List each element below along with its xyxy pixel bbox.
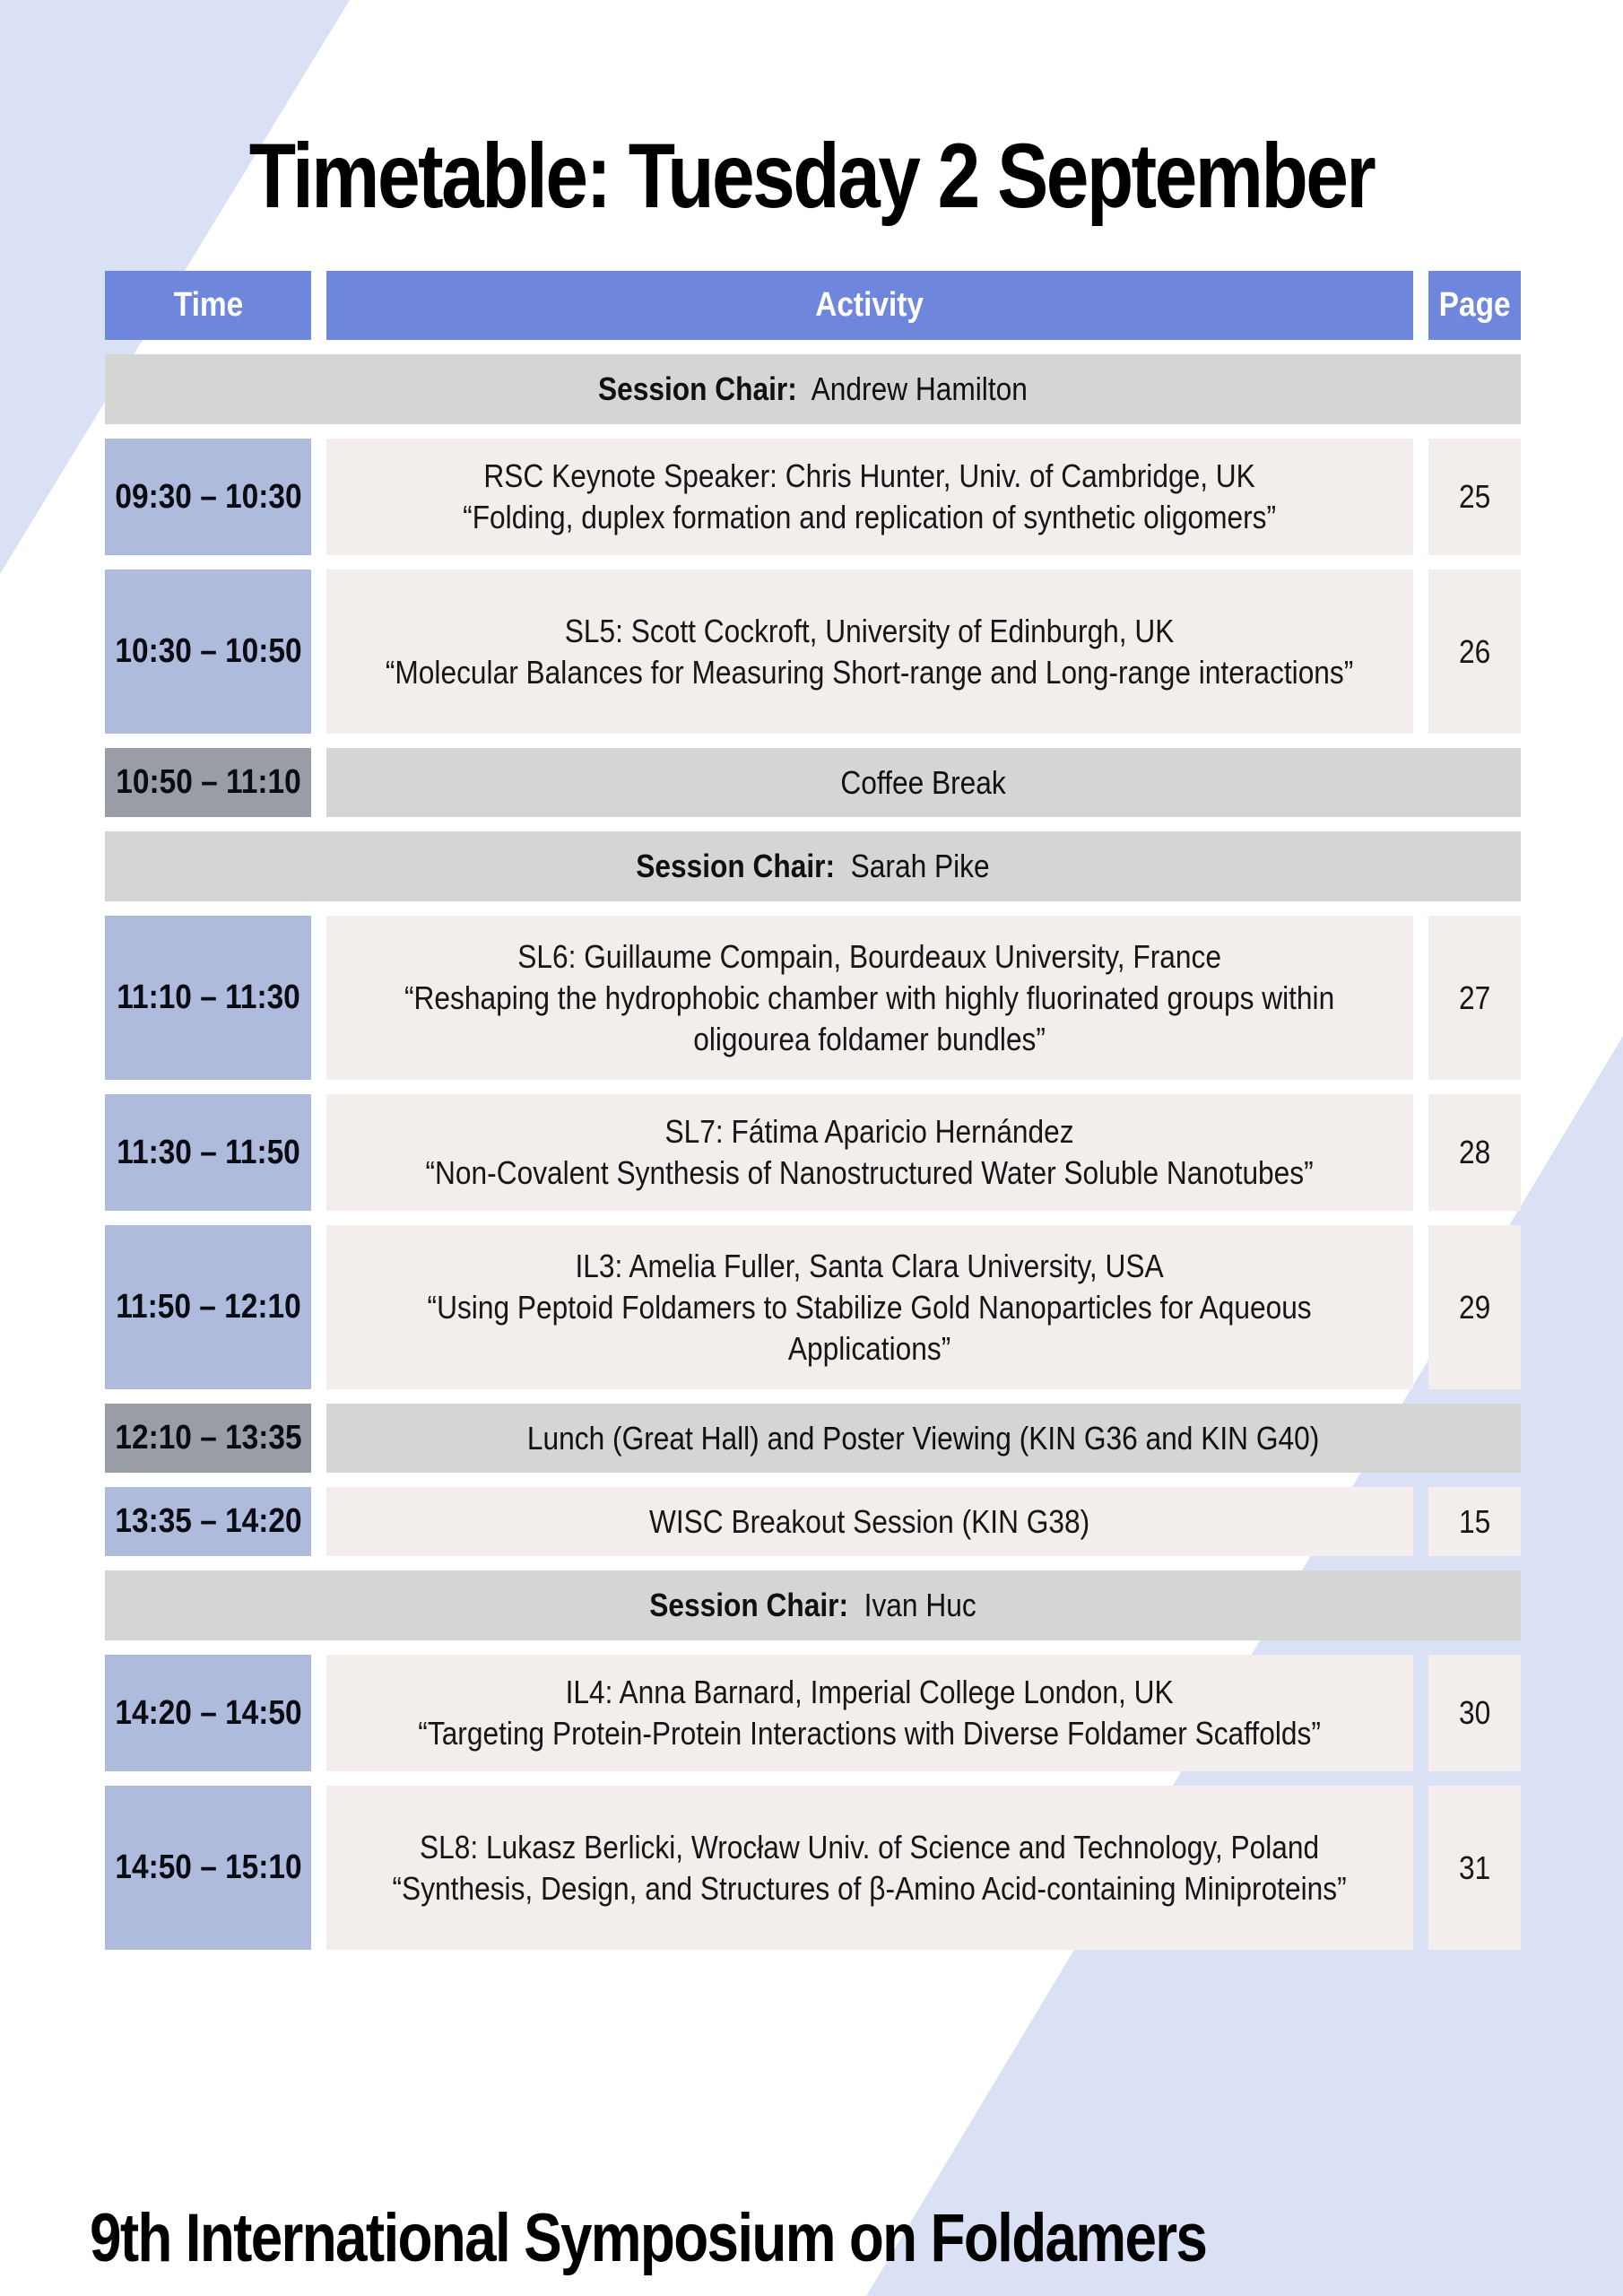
activity-cell <box>326 1655 1413 1771</box>
time-range: 10:50 – 11:10 <box>115 763 301 801</box>
activity-speaker: IL4: Anna Barnard, Imperial College London, UK <box>565 1674 1175 1710</box>
activity-text <box>343 456 1395 538</box>
time-range: 11:10 – 11:30 <box>116 978 300 1016</box>
table-rows <box>105 354 1521 1950</box>
activity-text <box>343 1246 1395 1370</box>
time-range: 11:50 – 12:10 <box>115 1288 301 1326</box>
time-cell <box>105 1094 311 1211</box>
time-cell <box>105 1225 311 1389</box>
entry-row <box>105 1225 1521 1389</box>
break-activity-text: Lunch (Great Hall) and Poster Viewing (KIN G36 and KIN G40) <box>527 1419 1320 1457</box>
time-range: 11:30 – 11:50 <box>116 1133 300 1171</box>
session-chair-label: Session Chair: <box>598 370 797 407</box>
activity-talk-title: “Molecular Balances for Measuring Short-range and Long-range interactions” <box>386 653 1354 691</box>
session-chair-name: Andrew Hamilton <box>804 370 1028 407</box>
activity-speaker: SL8: Lukasz Berlicki, Wrocław Univ. of Science and Technology, Poland <box>420 1828 1320 1866</box>
time-range: 14:50 – 15:10 <box>114 1848 302 1886</box>
activity-text <box>343 936 1395 1060</box>
activity-speaker: RSC Keynote Speaker: Chris Hunter, Univ. of Cambridge, UK <box>483 457 1256 494</box>
chair-row <box>105 831 1521 901</box>
session-chair-text <box>127 1587 1497 1624</box>
activity-cell <box>326 1094 1413 1211</box>
page-number: 31 <box>1458 1848 1491 1886</box>
page-column-header <box>1428 271 1521 340</box>
entry-row <box>105 1655 1521 1771</box>
activity-cell <box>326 1487 1413 1556</box>
page-cell <box>1428 1655 1521 1771</box>
activity-cell <box>326 916 1413 1080</box>
page-cell <box>1428 1225 1521 1389</box>
time-column-header-label: Time <box>173 286 243 324</box>
time-column-header <box>105 271 311 340</box>
activity-text <box>343 1827 1395 1909</box>
activity-text <box>343 1111 1395 1194</box>
activity-text <box>343 611 1395 693</box>
break-activity-text: Coffee Break <box>840 763 1007 801</box>
entry-row <box>105 1094 1521 1211</box>
entry-row <box>105 570 1521 734</box>
session-chair-label: Session Chair: <box>636 848 836 884</box>
activity-cell <box>326 570 1413 734</box>
page-number: 27 <box>1458 978 1491 1016</box>
entry-row <box>105 916 1521 1080</box>
chair-row <box>105 354 1521 424</box>
chair-row <box>105 1570 1521 1640</box>
time-range: 13:35 – 14:20 <box>114 1502 302 1540</box>
time-cell <box>105 916 311 1080</box>
activity-column-header <box>326 271 1413 340</box>
timetable <box>105 271 1521 1964</box>
page-cell <box>1428 439 1521 555</box>
page-title: Timetable: Tuesday 2 September <box>248 125 1375 227</box>
activity-talk-title: “Folding, duplex formation and replication of synthetic oligomers” <box>463 499 1277 535</box>
page-number: 28 <box>1458 1134 1491 1170</box>
page-cell <box>1428 1094 1521 1211</box>
page-cell <box>1428 916 1521 1080</box>
session-chair-name: Ivan Huc <box>855 1587 976 1623</box>
session-chair-bar <box>105 1570 1521 1640</box>
time-cell <box>105 1487 311 1556</box>
entry-row <box>105 1487 1521 1556</box>
page-column-header-label: Page <box>1438 286 1511 324</box>
activity-column-header-label: Activity <box>815 286 924 324</box>
table-header-row <box>105 271 1521 340</box>
page-cell <box>1428 570 1521 734</box>
activity-cell <box>326 1786 1413 1950</box>
page-number: 29 <box>1458 1288 1491 1326</box>
activity-text <box>343 1501 1395 1543</box>
page-cell <box>1428 1786 1521 1950</box>
session-chair-text <box>127 370 1497 408</box>
activity-single-line: WISC Breakout Session (KIN G38) <box>649 1502 1090 1540</box>
time-cell <box>105 1404 311 1473</box>
activity-speaker: SL6: Guillaume Compain, Bourdeaux University, France <box>517 937 1222 975</box>
activity-speaker: IL3: Amelia Fuller, Santa Clara University, USA <box>575 1247 1165 1284</box>
session-chair-text <box>127 848 1497 885</box>
session-chair-name: Sarah Pike <box>842 848 990 884</box>
activity-text <box>343 1672 1395 1754</box>
footer-title: 9th International Symposium on Foldamers <box>90 2200 1207 2276</box>
break-row <box>105 1404 1521 1473</box>
session-chair-bar <box>105 831 1521 901</box>
activity-speaker: SL5: Scott Cockroft, University of Edinburgh, UK <box>565 612 1175 649</box>
activity-talk-title: “Non-Covalent Synthesis of Nanostructured Water Soluble Nanotubes” <box>425 1154 1315 1191</box>
activity-talk-title: “Reshaping the hydrophobic chamber with highly fluorinated groups within oligourea foldamer bundles” <box>404 978 1335 1057</box>
entry-row <box>105 439 1521 555</box>
time-cell <box>105 748 311 817</box>
time-cell <box>105 1655 311 1771</box>
time-range: 14:20 – 14:50 <box>114 1693 302 1732</box>
session-chair-label: Session Chair: <box>649 1587 849 1623</box>
time-cell <box>105 439 311 555</box>
time-range: 12:10 – 13:35 <box>114 1419 302 1457</box>
time-cell <box>105 570 311 734</box>
page-number: 30 <box>1458 1694 1491 1731</box>
page-cell <box>1428 1487 1521 1556</box>
session-chair-bar <box>105 354 1521 424</box>
activity-talk-title: “Targeting Protein-Protein Interactions with Diverse Foldamer Scaffolds” <box>418 1715 1322 1752</box>
activity-cell <box>326 439 1413 555</box>
activity-cell <box>326 1225 1413 1389</box>
break-activity-bar <box>326 748 1521 817</box>
page-number: 15 <box>1458 1502 1491 1540</box>
time-range: 09:30 – 10:30 <box>114 477 302 516</box>
activity-speaker: SL7: Fátima Aparicio Hernández <box>664 1113 1075 1150</box>
entry-row <box>105 1786 1521 1950</box>
activity-talk-title: “Using Peptoid Foldamers to Stabilize Gold Nanoparticles for Aqueous Applications” <box>427 1288 1313 1367</box>
break-activity-bar <box>326 1404 1521 1473</box>
break-row <box>105 748 1521 817</box>
page-number: 25 <box>1458 478 1491 515</box>
activity-talk-title: “Synthesis, Design, and Structures of β-Amino Acid-containing Miniproteins” <box>392 1869 1348 1907</box>
time-cell <box>105 1786 311 1950</box>
page-number: 26 <box>1458 632 1491 670</box>
time-range: 10:30 – 10:50 <box>114 632 302 670</box>
